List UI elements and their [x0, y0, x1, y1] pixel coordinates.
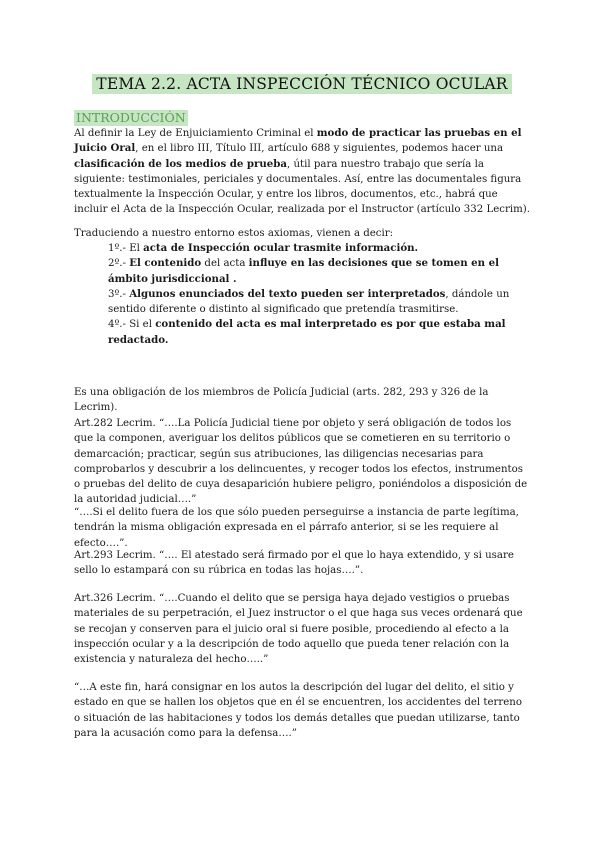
- intro-text-1: Al definir la Ley de Enjuiciamiento Criminal el: [74, 128, 317, 139]
- axiom-4: [108, 317, 530, 348]
- section-heading-introduccion: INTRODUCCIÓN: [76, 110, 186, 125]
- intro-bold-2: clasificación de los medios de prueba: [74, 157, 287, 170]
- axiom-3: [108, 287, 530, 318]
- title-container: [74, 74, 530, 94]
- art-282-continuation: “….Si el delito fuera de los que sólo pueden perseguirse a instancia de parte legítima, tendrán la misma obligación expresada en el párrafo anterior, si se les requiere al efecto….”.: [74, 507, 519, 549]
- art-282-paragraph: Art.282 Lecrim. “….La Policía Judicial tiene por objeto y será obligación de todos los que la componen, averiguar los delitos públicos que se cometieren en su territorio o demarcación; practicar, según sus atribuciones, las diligencias necesarias para comprobarlos y descubrir a los delincuentes, y recoger todos los efectos, instrumentos o pruebas del delito de cuya desaparición hubiere peligro, poniéndolos a disposición de la autoridad judicial….”: [74, 418, 528, 506]
- art-326-continuation: “…A este fin, hará consignar en los autos la descripción del lugar del delito, el sitio y estado en que se hallen los objetos que en él se encuentren, los accidentes del terreno o situación de las habitaciones y todos los demás detalles que puedan utilizarse, tanto para la acusación como para la defensa….”: [74, 682, 522, 739]
- art-326-paragraph: Art.326 Lecrim. “….Cuando el delito que se persiga haya dejado vestigios o pruebas materiales de su perpetración, el Juez instructor o el que haga sus veces ordenará que se recojan y conserven para el juicio oral si fuere posible, procediendo al efecto a la inspección ocular y a la descripción de todo aquello que pueda tener relación con la existencia y naturaleza del hecho…..”: [74, 593, 523, 666]
- axioms-intro: Traduciendo a nuestro entorno estos axiomas, vienen a decir:: [74, 228, 394, 239]
- axiom-3-bold: Algunos enunciados del texto pueden ser interpretados: [129, 287, 446, 300]
- page-title: TEMA 2.2. ACTA INSPECCIÓN TÉCNICO OCULAR: [92, 74, 511, 94]
- axiom-1-number: 1º.- El: [108, 243, 144, 254]
- axiom-2: [108, 256, 530, 287]
- intro-bold-1: modo de practicar las pruebas en el Juicio Oral: [74, 127, 522, 155]
- axiom-4-number: 4º.- Si el: [108, 319, 156, 331]
- axiom-2-bold-2: influye en las decisiones que se tomen en el ámbito jurisdiccional .: [108, 257, 499, 285]
- obligation-paragraph: Es una obligación de los miembros de Policía Judicial (arts. 282, 293 y 326 de la Lecrim).: [74, 387, 489, 414]
- axiom-2-number: 2º.-: [108, 258, 130, 270]
- axiom-3-number: 3º.-: [108, 288, 130, 300]
- axiom-1: [108, 241, 530, 256]
- axiom-2-text: del acta: [201, 258, 249, 270]
- intro-text-3: , útil para nuestro trabajo que sería la siguiente: testimoniales, periciales y documentales. Así, entre las documentales figura textualmente la Inspección Ocular, y entre los libros, documentos, etc., habrá que incluir el Acta de la Inspección Ocular, realizada por el Instructor (artículo 332 Lecrim).: [74, 158, 530, 216]
- axiom-2-bold-1: El contenido: [129, 257, 202, 270]
- axiom-1-bold: acta de Inspección ocular trasmite información.: [143, 242, 419, 254]
- intro-text-2: , en el libro III, Título III, artículo 688 y siguientes, podemos hacer una: [135, 143, 504, 155]
- intro-paragraph: [74, 126, 530, 218]
- axiom-3-text: , dándole un sentido diferente o distinto al significado que pretendía trasmitirse.: [108, 288, 510, 316]
- axiom-4-bold: contenido del acta es mal interpretado es por que estaba mal redactado.: [108, 318, 506, 346]
- axioms-list: [108, 241, 530, 348]
- art-293-paragraph: Art.293 Lecrim. “…. El atestado será firmado por el que lo haya extendido, y si usare sello lo estampará con su rúbrica en todas las hojas….”.: [74, 550, 514, 577]
